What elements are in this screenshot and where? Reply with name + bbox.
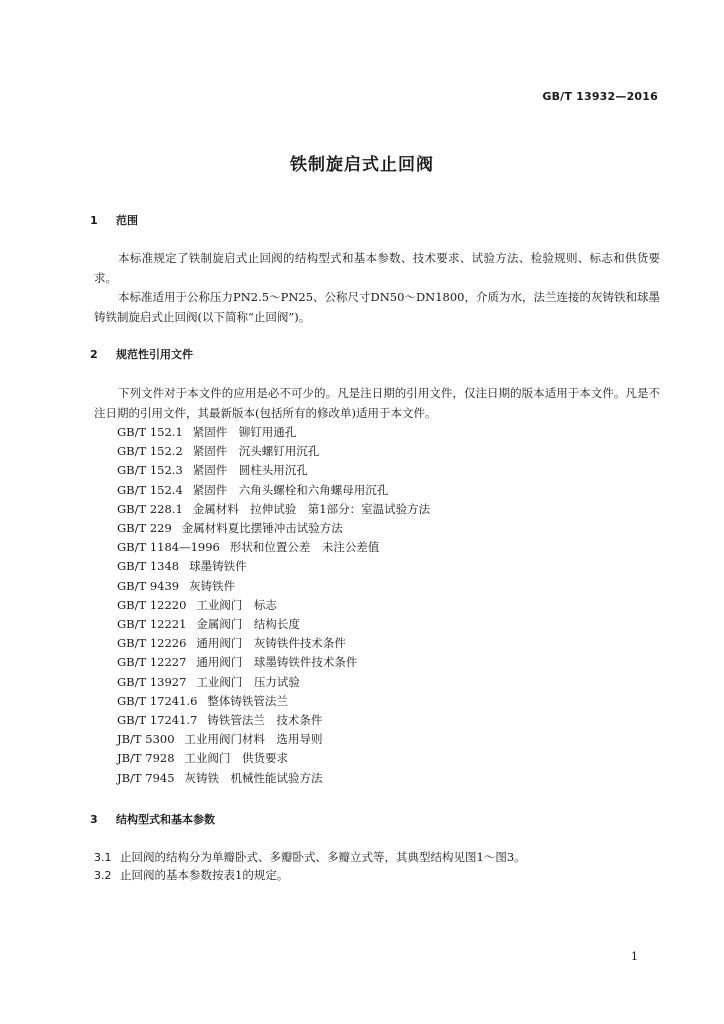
reference-code: GB/T 12226: [117, 636, 187, 651]
reference-item: [117, 615, 430, 634]
reference-title: 紧固件 铆钉用通孔: [192, 425, 297, 439]
reference-code: GB/T 9439: [117, 578, 180, 593]
reference-title: 金属材料夏比摆锤冲击试验方法: [181, 521, 343, 536]
section-1-title: 范围: [116, 214, 138, 227]
clause-number: 3.1: [94, 851, 112, 864]
clause-3-2: [94, 866, 288, 885]
page-number: 1: [631, 950, 638, 963]
reference-title: 形状和位置公差 未注公差值: [229, 540, 380, 555]
clause-number: 3.2: [94, 869, 112, 882]
reference-item: [117, 538, 430, 557]
reference-code: GB/T 228.1: [117, 501, 183, 516]
clause-3-1: [94, 848, 526, 867]
reference-item: [117, 730, 430, 749]
reference-code: GB/T 12227: [117, 655, 187, 670]
reference-item: [117, 692, 430, 711]
reference-item: [117, 481, 430, 500]
clause-text: 止回阀的基本参数按表1的规定。: [120, 868, 289, 882]
reference-item: [117, 634, 430, 653]
reference-title: 铸铁管法兰 技术条件: [207, 713, 323, 728]
section-2-heading: [90, 346, 193, 362]
reference-code: GB/T 12221: [117, 617, 187, 632]
reference-code: GB/T 17241.6: [117, 693, 198, 708]
reference-code: JB/T 7928: [117, 751, 175, 766]
standard-code: GB/T 13932—2016: [542, 90, 658, 103]
reference-title: 通用阀门 球墨铸铁件技术条件: [196, 655, 358, 670]
reference-code: GB/T 229: [117, 521, 172, 536]
reference-item: [117, 653, 430, 672]
clause-text: 止回阀的结构分为单瓣卧式、多瓣卧式、多瓣立式等，其典型结构见图1～图3。: [120, 850, 526, 864]
section-1-paragraph-1: 本标准规定了铁制旋启式止回阀的结构型式和基本参数、技术要求、试验方法、检验规则、标志和供货要求。: [94, 251, 660, 285]
reference-title: 紧固件 圆柱头用沉孔: [192, 463, 308, 478]
reference-item: [117, 577, 430, 596]
reference-code: GB/T 152.1: [117, 425, 183, 439]
reference-item: [117, 461, 430, 480]
reference-title: 紧固件 沉头螺钉用沉孔: [192, 444, 320, 459]
reference-code: GB/T 152.4: [117, 482, 183, 497]
reference-title: 工业阀门 标志: [196, 597, 277, 612]
section-1-paragraph-2: 本标准适用于公称压力PN2.5～PN25、公称尺寸DN50～DN1800，介质为水，法兰连接的灰铸铁和球墨铸铁制旋启式止回阀(以下简称“止回阀”)。: [94, 290, 660, 324]
section-2-number: 2: [90, 348, 98, 361]
reference-title: 金属阀门 结构长度: [196, 617, 300, 632]
normative-reference-list: [117, 423, 430, 788]
reference-item: [117, 749, 430, 768]
reference-title: 工业阀门 供货要求: [184, 751, 289, 766]
reference-title: 通用阀门 灰铸铁件技术条件: [196, 636, 346, 651]
reference-title: 球墨铸铁件: [189, 559, 247, 574]
reference-title: 灰铸铁件: [189, 578, 236, 593]
reference-item: [117, 519, 430, 538]
reference-code: GB/T 1348: [117, 559, 180, 574]
section-1-heading: [90, 212, 138, 228]
reference-item: [117, 769, 430, 788]
reference-code: GB/T 12220: [117, 597, 187, 612]
reference-title: 金属材料 拉伸试验 第1部分：室温试验方法: [192, 501, 431, 516]
reference-title: 灰铸铁 机械性能试验方法: [184, 770, 323, 785]
reference-code: GB/T 13927: [117, 674, 187, 689]
reference-item: [117, 673, 430, 692]
reference-item: [117, 423, 430, 442]
reference-code: JB/T 5300: [117, 732, 175, 747]
reference-code: GB/T 1184—1996: [117, 540, 220, 555]
reference-item: [117, 596, 430, 615]
section-1-number: 1: [90, 214, 98, 227]
reference-title: 工业用阀门材料 选用导则: [184, 732, 323, 747]
reference-item: [117, 557, 430, 576]
section-3-heading: [90, 811, 215, 827]
reference-code: GB/T 152.3: [117, 463, 183, 478]
reference-item: [117, 442, 430, 461]
reference-code: GB/T 17241.7: [117, 713, 198, 728]
reference-title: 紧固件 六角头螺栓和六角螺母用沉孔: [192, 482, 389, 497]
reference-title: 工业阀门 压力试验: [196, 674, 300, 689]
document-title: 铁制旋启式止回阀: [290, 155, 434, 175]
reference-item: [117, 711, 430, 730]
section-2-title: 规范性引用文件: [116, 348, 193, 361]
section-3-title: 结构型式和基本参数: [116, 813, 215, 826]
reference-code: JB/T 7945: [117, 770, 175, 785]
reference-code: GB/T 152.2: [117, 444, 183, 459]
reference-title: 整体铸铁管法兰: [207, 693, 288, 708]
section-2-intro: 下列文件对于本文件的应用是必不可少的。凡是注日期的引用文件，仅注日期的版本适用于本文件。凡是不注日期的引用文件，其最新版本(包括所有的修改单)适用于本文件。: [94, 386, 660, 420]
section-3-number: 3: [90, 813, 98, 826]
reference-item: [117, 500, 430, 519]
